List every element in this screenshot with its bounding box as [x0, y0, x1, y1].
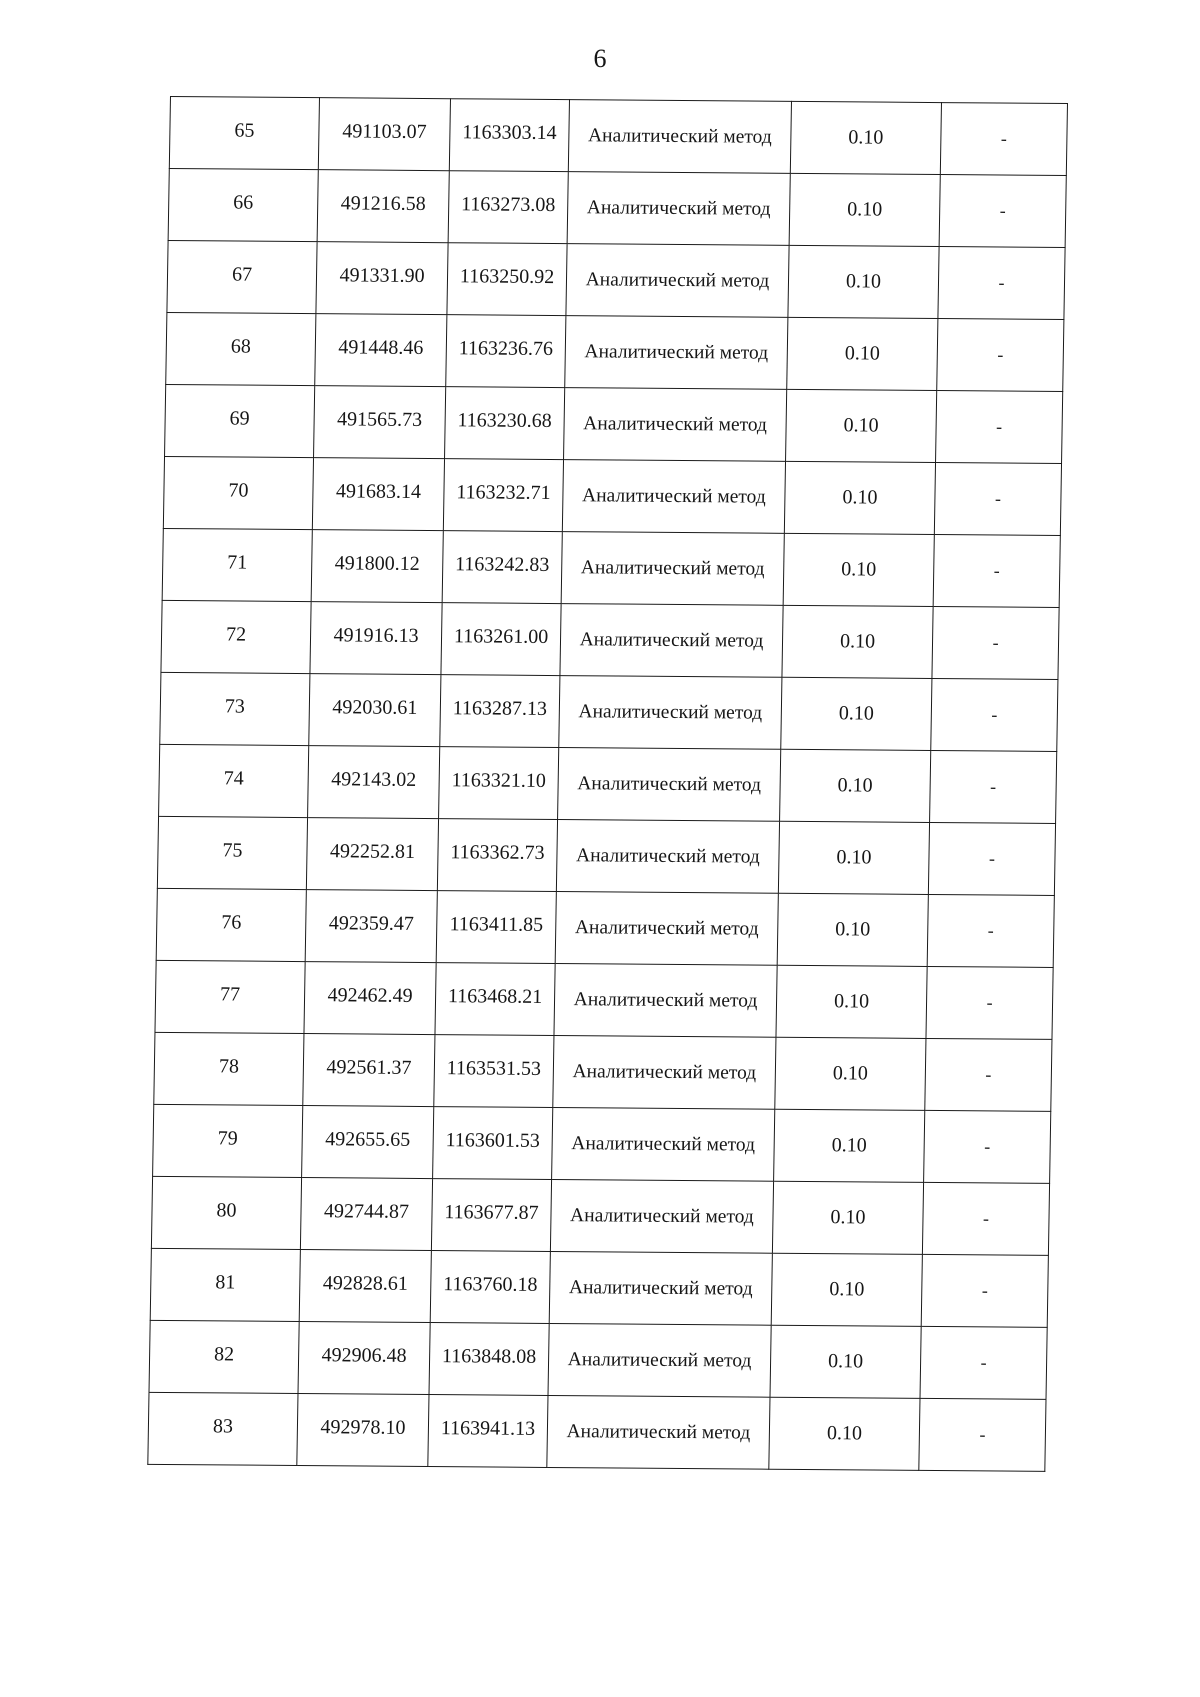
- table-row: [148, 1392, 1046, 1471]
- note-cell: -: [934, 463, 1061, 536]
- point-number-cell: 80: [151, 1176, 301, 1249]
- x-coordinate-cell: 492978.10: [297, 1394, 429, 1467]
- x-coordinate-cell: 492744.87: [300, 1178, 432, 1251]
- method-cell: Аналитический метод: [567, 172, 790, 246]
- y-coordinate-cell: 1163531.53: [434, 1035, 554, 1108]
- table-row: [156, 888, 1054, 967]
- x-coordinate-cell: 492143.02: [308, 746, 440, 819]
- method-cell: Аналитический метод: [556, 820, 779, 894]
- table-row: [159, 744, 1057, 823]
- table-row: [150, 1248, 1048, 1327]
- point-number-cell: 75: [157, 816, 307, 889]
- y-coordinate-cell: 1163601.53: [433, 1107, 553, 1180]
- accuracy-cell: 0.10: [789, 173, 940, 246]
- accuracy-cell: 0.10: [774, 1109, 925, 1182]
- x-coordinate-cell: 491916.13: [310, 602, 442, 675]
- coordinates-table: [147, 96, 1068, 1472]
- x-coordinate-cell: 492655.65: [302, 1106, 434, 1179]
- note-cell: -: [936, 391, 1063, 464]
- table-row: [154, 1032, 1052, 1111]
- note-cell: -: [920, 1326, 1047, 1399]
- method-cell: Аналитический метод: [555, 892, 778, 966]
- y-coordinate-cell: 1163411.85: [436, 891, 556, 964]
- table-row: [151, 1176, 1049, 1255]
- accuracy-cell: 0.10: [790, 101, 941, 174]
- table-row: [153, 1104, 1051, 1183]
- accuracy-cell: 0.10: [786, 389, 937, 462]
- point-number-cell: 68: [166, 312, 316, 385]
- method-cell: Аналитический метод: [562, 460, 785, 534]
- note-cell: -: [939, 175, 1066, 248]
- accuracy-cell: 0.10: [772, 1181, 923, 1254]
- accuracy-cell: 0.10: [788, 245, 939, 318]
- note-cell: -: [924, 1110, 1051, 1183]
- table-row: [165, 384, 1063, 463]
- x-coordinate-cell: 491800.12: [311, 530, 443, 603]
- method-cell: Аналитический метод: [547, 1395, 770, 1469]
- x-coordinate-cell: 491216.58: [317, 170, 449, 243]
- table-row: [167, 240, 1065, 319]
- x-coordinate-cell: 492906.48: [298, 1322, 430, 1395]
- note-cell: -: [931, 678, 1058, 751]
- point-number-cell: 73: [160, 672, 310, 745]
- note-cell: -: [921, 1254, 1048, 1327]
- accuracy-cell: 0.10: [771, 1253, 922, 1326]
- point-number-cell: 78: [154, 1032, 304, 1105]
- note-cell: -: [933, 535, 1060, 608]
- x-coordinate-cell: 491448.46: [315, 314, 447, 387]
- x-coordinate-cell: 492252.81: [306, 818, 438, 891]
- y-coordinate-cell: 1163677.87: [431, 1179, 551, 1252]
- y-coordinate-cell: 1163303.14: [449, 99, 569, 172]
- accuracy-cell: 0.10: [777, 893, 928, 966]
- method-cell: Аналитический метод: [561, 532, 784, 606]
- note-cell: -: [922, 1182, 1049, 1255]
- note-cell: -: [926, 966, 1053, 1039]
- note-cell: -: [938, 247, 1065, 320]
- x-coordinate-cell: 491565.73: [314, 386, 446, 459]
- table-row: [157, 816, 1055, 895]
- table-row: [169, 97, 1067, 176]
- accuracy-cell: 0.10: [769, 1397, 920, 1470]
- accuracy-cell: 0.10: [783, 533, 934, 606]
- point-number-cell: 76: [156, 888, 306, 961]
- method-cell: Аналитический метод: [559, 676, 782, 750]
- y-coordinate-cell: 1163848.08: [429, 1323, 549, 1396]
- y-coordinate-cell: 1163230.68: [445, 387, 565, 460]
- accuracy-cell: 0.10: [784, 461, 935, 534]
- table-row: [166, 312, 1064, 391]
- point-number-cell: 74: [159, 744, 309, 817]
- method-cell: Аналитический метод: [553, 1036, 776, 1110]
- note-cell: -: [927, 894, 1054, 967]
- accuracy-cell: 0.10: [775, 1037, 926, 1110]
- method-cell: Аналитический метод: [552, 1108, 775, 1182]
- coordinates-table-body: [148, 97, 1068, 1472]
- table-row: [149, 1320, 1047, 1399]
- y-coordinate-cell: 1163273.08: [448, 171, 568, 244]
- y-coordinate-cell: 1163250.92: [447, 243, 567, 316]
- note-cell: -: [925, 1038, 1052, 1111]
- method-cell: Аналитический метод: [560, 604, 783, 678]
- note-cell: -: [930, 750, 1057, 823]
- accuracy-cell: 0.10: [776, 965, 927, 1038]
- y-coordinate-cell: 1163468.21: [435, 963, 555, 1036]
- method-cell: Аналитический метод: [558, 748, 781, 822]
- y-coordinate-cell: 1163362.73: [437, 819, 557, 892]
- point-number-cell: 65: [169, 97, 319, 170]
- y-coordinate-cell: 1163236.76: [446, 315, 566, 388]
- point-number-cell: 67: [167, 240, 317, 313]
- y-coordinate-cell: 1163941.13: [428, 1395, 548, 1468]
- point-number-cell: 71: [162, 528, 312, 601]
- method-cell: Аналитический метод: [550, 1179, 773, 1253]
- page-number: 6: [593, 44, 607, 73]
- y-coordinate-cell: 1163232.71: [443, 459, 563, 532]
- accuracy-cell: 0.10: [787, 317, 938, 390]
- x-coordinate-cell: 492561.37: [303, 1034, 435, 1107]
- accuracy-cell: 0.10: [781, 677, 932, 750]
- x-coordinate-cell: 492462.49: [304, 962, 436, 1035]
- method-cell: Аналитический метод: [548, 1323, 771, 1397]
- point-number-cell: 69: [165, 384, 315, 457]
- y-coordinate-cell: 1163242.83: [442, 531, 562, 604]
- y-coordinate-cell: 1163261.00: [441, 603, 561, 676]
- note-cell: -: [937, 319, 1064, 392]
- point-number-cell: 66: [168, 168, 318, 241]
- x-coordinate-cell: 491103.07: [318, 98, 450, 171]
- point-number-cell: 79: [153, 1104, 303, 1177]
- point-number-cell: 72: [161, 600, 311, 673]
- method-cell: Аналитический метод: [554, 964, 777, 1038]
- method-cell: Аналитический метод: [549, 1251, 772, 1325]
- note-cell: -: [928, 822, 1055, 895]
- point-number-cell: 82: [149, 1320, 299, 1393]
- y-coordinate-cell: 1163760.18: [430, 1251, 550, 1324]
- table-row: [163, 456, 1061, 535]
- accuracy-cell: 0.10: [782, 605, 933, 678]
- table-row: [162, 528, 1060, 607]
- x-coordinate-cell: 492359.47: [305, 890, 437, 963]
- accuracy-cell: 0.10: [770, 1325, 921, 1398]
- note-cell: -: [932, 606, 1059, 679]
- table-row: [160, 672, 1058, 751]
- table-row: [161, 600, 1059, 679]
- accuracy-cell: 0.10: [778, 821, 929, 894]
- point-number-cell: 81: [150, 1248, 300, 1321]
- y-coordinate-cell: 1163321.10: [439, 747, 559, 820]
- point-number-cell: 70: [163, 456, 313, 529]
- method-cell: Аналитический метод: [566, 244, 789, 318]
- note-cell: -: [919, 1398, 1046, 1471]
- method-cell: Аналитический метод: [565, 316, 788, 390]
- method-cell: Аналитический метод: [564, 388, 787, 462]
- method-cell: Аналитический метод: [568, 100, 791, 174]
- note-cell: -: [940, 103, 1067, 176]
- y-coordinate-cell: 1163287.13: [440, 675, 560, 748]
- point-number-cell: 77: [155, 960, 305, 1033]
- x-coordinate-cell: 492030.61: [309, 674, 441, 747]
- point-number-cell: 83: [148, 1392, 298, 1465]
- x-coordinate-cell: 491331.90: [316, 242, 448, 315]
- accuracy-cell: 0.10: [780, 749, 931, 822]
- x-coordinate-cell: 492828.61: [299, 1250, 431, 1323]
- table-row: [155, 960, 1053, 1039]
- x-coordinate-cell: 491683.14: [312, 458, 444, 531]
- table-row: [168, 168, 1066, 247]
